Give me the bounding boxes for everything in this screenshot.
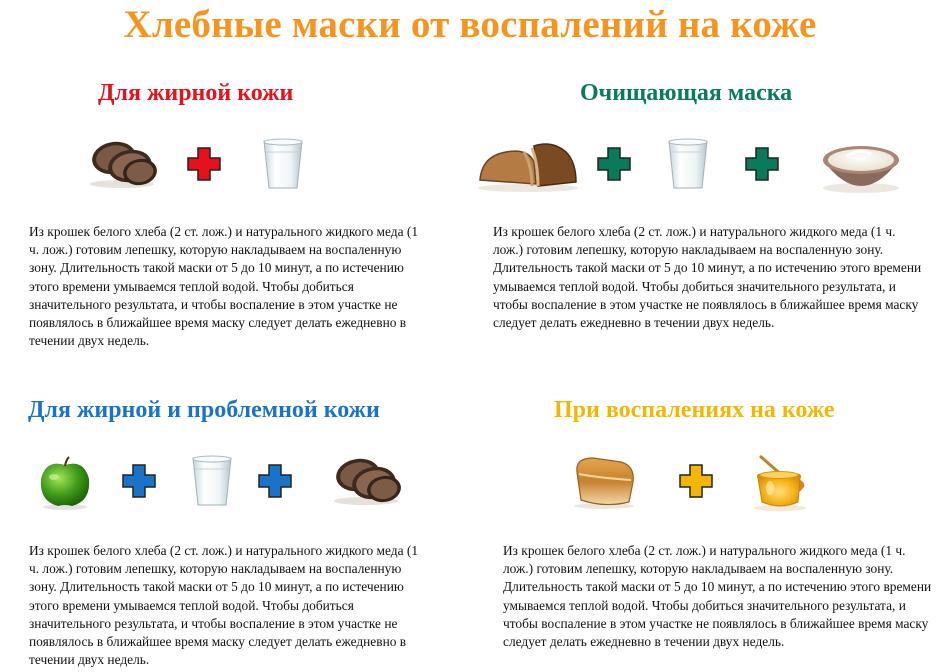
blue-plus-icon bbox=[257, 463, 293, 499]
rye-bread-icon bbox=[330, 455, 402, 507]
section-title: Очищающая маска bbox=[580, 80, 793, 106]
blue-plus-icon bbox=[121, 463, 157, 499]
green-plus-icon bbox=[744, 146, 780, 182]
water-glass-icon bbox=[190, 455, 234, 509]
section-text: Из крошек белого хлеба (2 ст. лож.) и натурального жидкого меда (1 ч. лож.) готовим лепешку, которую накладываем на воспаленную зону. Длительность такой маски от 5 до 10 минут, а по истечению этого времени умываемся теплой водой. Чтобы добиться значительного результата, и чтобы воспаление в этом участке не появлялось в ближайшее время маску следует делать ежедневно в течении двух недель. bbox=[29, 224, 419, 349]
green-apple-icon bbox=[36, 455, 94, 511]
section-text: Из крошек белого хлеба (2 ст. лож.) и натурального жидкого меда (1 ч. лож.) готовим лепешку, которую накладываем на воспаленную зону. Длительность такой маски от 5 до 10 минут, а по истечению этого времени умываемся теплой водой. Чтобы добиться значительного результата, и чтобы воспаление в этом участке не появлялось в ближайшее время маску следует делать ежедневно в течении двух недель. bbox=[503, 543, 932, 650]
water-glass-icon bbox=[261, 138, 305, 192]
section-title: Для жирной кожи bbox=[98, 80, 294, 106]
water-glass-icon bbox=[666, 138, 710, 192]
rye-bread-icon bbox=[86, 138, 158, 190]
section-text: Из крошек белого хлеба (2 ст. лож.) и натурального жидкого меда (1 ч. лож.) готовим лепешку, которую накладываем на воспаленную зону. Длительность такой маски от 5 до 10 минут, а по истечению этого времени умываемся теплой водой. Чтобы добиться значительного результата, и чтобы воспаление в этом участке не появлялось в ближайшее время маску следует делать ежедневно в течении двух недель. bbox=[29, 543, 419, 668]
honey-jar-icon bbox=[752, 450, 812, 512]
sour-cream-bowl-icon bbox=[819, 138, 903, 194]
page-title: Хлебные маски от воспалений на коже bbox=[123, 3, 817, 46]
red-plus-icon bbox=[186, 146, 222, 182]
section-title: Для жирной и проблемной кожи bbox=[28, 397, 380, 423]
section-title: При воспалениях на коже bbox=[554, 397, 835, 423]
green-plus-icon bbox=[596, 146, 632, 182]
section-text: Из крошек белого хлеба (2 ст. лож.) и натурального жидкого меда (1 ч. лож.) готовим лепешку, которую накладываем на воспаленную зону. Длительность такой маски от 5 до 10 минут, а по истечению этого времени умываемся теплой водой. Чтобы добиться значительного результата, и чтобы воспаление в этом участке не появлялось в ближайшее время маску следует делать ежедневно в течении двух недель. bbox=[493, 224, 922, 331]
white-loaf-icon bbox=[571, 452, 637, 510]
yellow-plus-icon bbox=[678, 463, 714, 499]
sliced-bread-icon bbox=[476, 138, 580, 194]
